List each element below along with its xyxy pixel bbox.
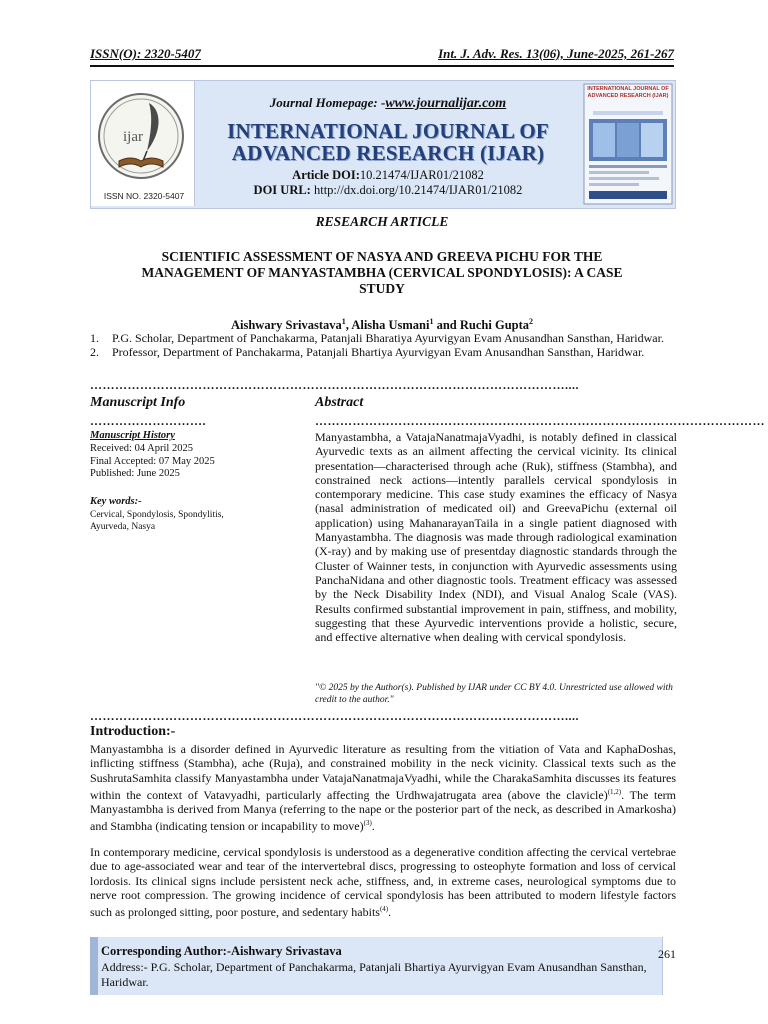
author-name: Alisha Usmani (351, 318, 430, 333)
header-rule (90, 65, 674, 67)
affiliation-number: 2. (90, 345, 99, 359)
author-name: Ruchi Gupta (459, 318, 530, 333)
author-affiliation-mark: 2 (529, 317, 534, 326)
doi-url-label: DOI URL: (253, 183, 311, 197)
title-line2: MANAGEMENT OF MANYASTAMBHA (CERVICAL SPONDYLOSIS): A CASE (141, 265, 623, 280)
received-date: Received: 04 April 2025 (90, 443, 193, 454)
journal-homepage (200, 95, 576, 112)
cover-title: INTERNATIONAL JOURNAL OF ADVANCED RESEARCH (IJAR) (587, 86, 669, 99)
affiliations (90, 331, 674, 359)
keywords-line: Cervical, Spondylosis, Spondylitis, (90, 510, 224, 520)
logo-issn: ISSN NO. 2320-5407 (103, 191, 185, 201)
journal-cover-icon (583, 83, 673, 205)
dotted-separator: ……………………………………………………………………………………………… (315, 414, 765, 428)
journal-title (200, 120, 576, 164)
article-doi: 10.21474/IJAR01/21082 (359, 168, 484, 182)
title-line1: SCIENTIFIC ASSESSMENT OF NASYA AND GREEVA PICHU FOR THE (161, 249, 603, 264)
copyright-notice: "© 2025 by the Author(s). Published by IJAR under CC BY 4.0. Unrestricted use allowed with credit to the author." (315, 683, 673, 705)
article-title (90, 249, 674, 297)
author-name: Aishwary Srivastava (230, 318, 342, 333)
homepage-link[interactable]: www.journalijar.com (385, 96, 507, 111)
citation-ref: (4) (379, 905, 389, 914)
corresponding-author-heading: Corresponding Author:-Aishwary Srivastava (101, 944, 342, 958)
logo-text: ijar (123, 129, 143, 145)
affiliation-text: P.G. Scholar, Department of Panchakarma, Patanjali Bharatiya Ayurvigyan Evam Anusandhan Sansthan, Haridwar. (112, 331, 664, 345)
manuscript-history (90, 443, 215, 481)
introduction-heading: Introduction:- (90, 724, 176, 739)
affiliation-item (90, 331, 674, 345)
keywords (90, 509, 240, 533)
citation-ref: (3) (363, 819, 372, 828)
running-header (90, 46, 674, 62)
accepted-date: Final Accepted: 07 May 2025 (90, 455, 215, 467)
doi-block (200, 168, 576, 198)
introduction-paragraph-1 (90, 742, 676, 834)
homepage-label: Journal Homepage: - (269, 95, 386, 110)
citation-ref: (1,2) (607, 787, 622, 796)
ijar-logo-icon (91, 81, 194, 191)
manuscript-history-heading: Manuscript History (90, 430, 175, 441)
journal-logo (91, 81, 195, 206)
article-type: RESEARCH ARTICLE (315, 214, 449, 229)
author-separator: and (433, 318, 460, 333)
corresponding-author-address: Address:- P.G. Scholar, Department of Panchakarma, Patanjali Bhartiya Ayurvigyan Evam Anusandhan Sansthan, Haridwar. (101, 960, 647, 989)
article-doi-label: Article DOI: (292, 168, 360, 182)
keywords-line: Ayurveda, Nasya (90, 522, 156, 532)
affiliation-item (90, 345, 674, 359)
paragraph-text: In contemporary medicine, cervical spondylosis is understood as a degenerative condition affecting the cervical vertebrae due to age-associated wear and tear of the intervertebral discs, progressing to osteophyte formation and loss of cervical lordosis. Its clinical signs include persistent neck ache, stiffness, and, in extreme cases, neurological symptoms due to nerve root compression. The growing incidence of cervical spondylosis has been attributed to modern lifestyle factors such as prolonged sitting, poor posture, and sedentary habits (90, 845, 676, 920)
dotted-separator: …………………………………………………………………………………………………….... (90, 709, 579, 723)
manuscript-info-heading: Manuscript Info (90, 395, 186, 410)
paragraph-text: . (388, 905, 392, 920)
journal-title-line1: INTERNATIONAL JOURNAL OF (227, 119, 549, 143)
issn-text: ISSN(O): 2320-5407 (90, 46, 201, 61)
affiliation-text: Professor, Department of Panchakarma, Patanjali Bhartiya Ayurvigyan Evam Anusandhan Sansthan, Haridwar. (112, 345, 645, 359)
page-number: 261 (658, 947, 676, 961)
introduction-paragraph-2 (90, 845, 676, 919)
abstract-text: Manyastambha, a VatajaNanatmajaVyadhi, is notably defined in classical Ayurvedic texts as an ailment affecting the cervical vicinity. Its clinical presentation—characterised through ache (Ruk), stiffness (Stambha), and constrained neck actions—intently parallels cervical spondylosis in contemporary medicine. This case study examines the efficacy of Nasya (nasal administration of medicated oil) and GreevaPichu (external oil application) using MahanarayanTaila in a single patient diagnosed with Manyastambha. The diagnosis was made through radiological examination (X-ray) and by making use of presentday diagnostic standards through the Cluster of Wainner tests, in conjunction with Ayurvedic assessments using PanchaNidana and other diagnostic tools. Treatment efficacy was assessed by the Neck Disability Index (NDI), and Visual Analog Scale (VAS). Results confirmed substantial improvement in pain, stiffness, and mobility, suggesting that these Ayurvedic interventions provide a holistic, secure, and effective alternative when dealing with cervical spondylosis. (315, 430, 677, 645)
doi-url-link[interactable]: http://dx.doi.org/10.21474/IJAR01/21082 (313, 183, 523, 197)
affiliation-number: 1. (90, 331, 99, 345)
abstract-heading: Abstract (315, 395, 364, 410)
author-affiliation-mark: 1 (341, 317, 346, 326)
dotted-separator: ………………………. (90, 414, 206, 428)
published-date: Published: June 2025 (90, 468, 180, 479)
keywords-heading: Key words:- (90, 496, 142, 507)
author-affiliation-mark: 1 (429, 317, 434, 326)
title-line3: STUDY (359, 281, 405, 296)
paragraph-text: Manyastambha is a disorder defined in Ayurvedic literature as resulting from the vitiation of Vata and KaphaDoshas, inflicting stiffness (Stambha), ache (Ruja), and constrained mobility in the neck vicinity. Classical texts such as the SushrutaSamhita classify Manyastambha under VatajaNanatmajaVyadhi, while the CharakaSamhita discusses its features within the context of Vatavyadhi, particularly affecting the Urdhwajatrugata area (above the clavicle) (90, 742, 676, 802)
author-separator: , (345, 318, 352, 333)
journal-title-line2: ADVANCED RESEARCH (IJAR) (231, 141, 545, 165)
journal-cover-thumbnail (583, 83, 673, 205)
citation-text: Int. J. Adv. Res. 13(06), June-2025, 261-267 (438, 46, 674, 61)
dotted-separator: …………………………………………………………………………………………………….... (90, 378, 579, 392)
paragraph-text: . (371, 819, 375, 834)
paragraph-text: . The term Manyastambha is derived from Manya (referring to the nape or the posterior part of the neck, as described in Amarkosha) and Stambha (indicating tension or incapability to move) (90, 787, 677, 834)
